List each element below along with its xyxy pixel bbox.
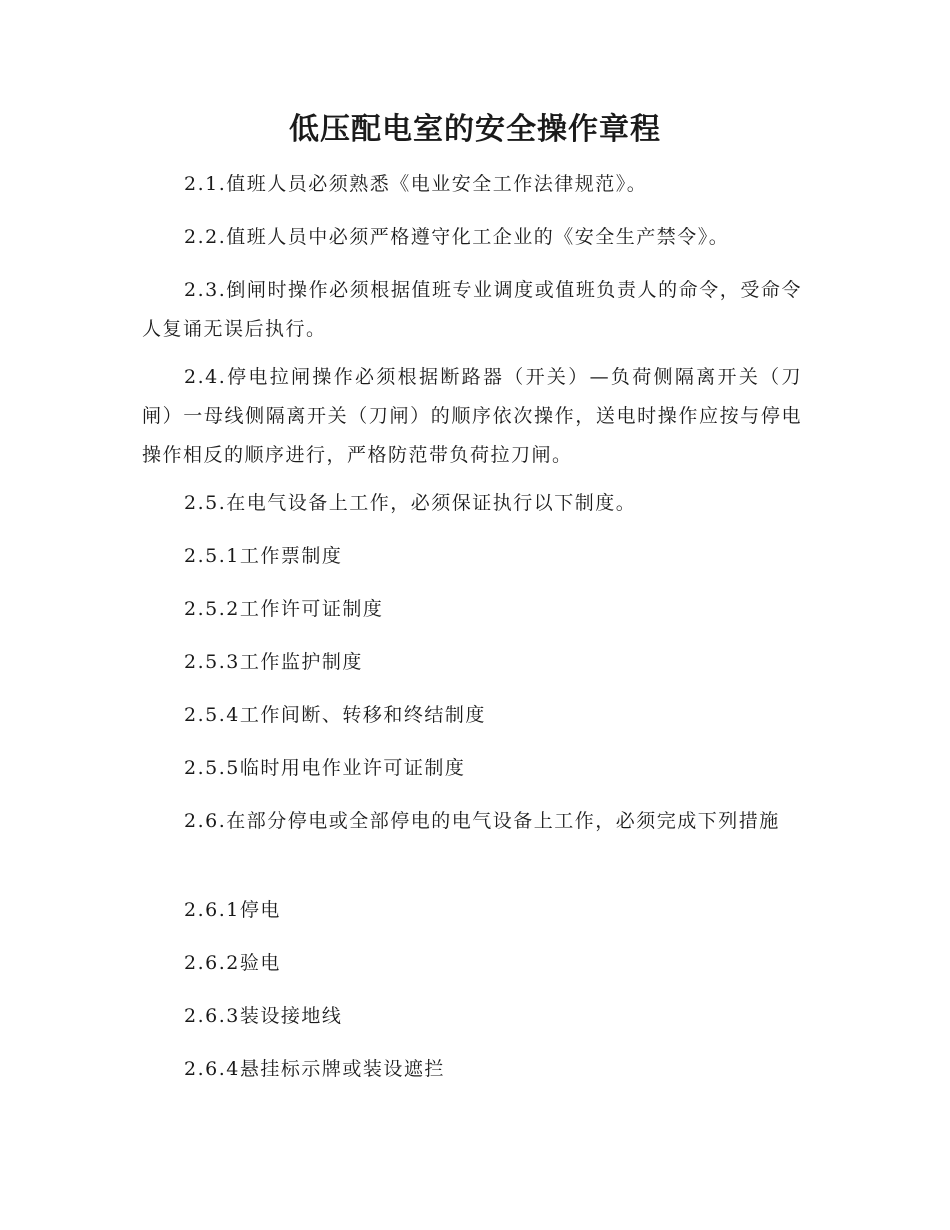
paragraph-2-5: 2.5.在电气设备上工作，必须保证执行以下制度。 xyxy=(184,492,637,514)
paragraph-2-4: 2.4.停电拉闸操作必须根据断路器（开关）—负荷侧隔离开关（刀闸）一母线侧隔离开关（刀闸）的顺序依次操作，送电时操作应按与停电操作相反的顺序进行，严格防范带负荷拉刀闸。 xyxy=(142,366,802,466)
paragraph-2-5-4: 2.5.4工作间断、转移和终结制度 xyxy=(184,704,486,726)
paragraph-2-2: 2.2.值班人员中必须严格遵守化工企业的《安全生产禁令》。 xyxy=(184,226,730,248)
paragraph-2-6-2: 2.6.2验电 xyxy=(184,952,281,974)
paragraph-2-5-2: 2.5.2工作许可证制度 xyxy=(184,598,384,620)
document-title: 低压配电室的安全操作章程 xyxy=(289,112,661,147)
paragraph-2-6-1: 2.6.1停电 xyxy=(184,899,281,921)
paragraph-2-1: 2.1.值班人员必须熟悉《电业安全工作法律规范》。 xyxy=(184,173,648,195)
paragraph-2-6: 2.6.在部分停电或全部停电的电气设备上工作，必须完成下列措施 xyxy=(184,810,780,832)
paragraph-2-5-1: 2.5.1工作票制度 xyxy=(184,545,343,567)
paragraph-2-5-3: 2.5.3工作监护制度 xyxy=(184,651,363,673)
paragraph-2-6-4: 2.6.4悬挂标示牌或装设遮拦 xyxy=(184,1058,445,1080)
paragraph-2-5-5: 2.5.5临时用电作业许可证制度 xyxy=(184,757,466,779)
paragraph-2-6-3: 2.6.3装设接地线 xyxy=(184,1005,343,1027)
paragraph-2-3: 2.3.倒闸时操作必须根据值班专业调度或值班负责人的命令，受命令人复诵无误后执行。 xyxy=(142,279,802,340)
